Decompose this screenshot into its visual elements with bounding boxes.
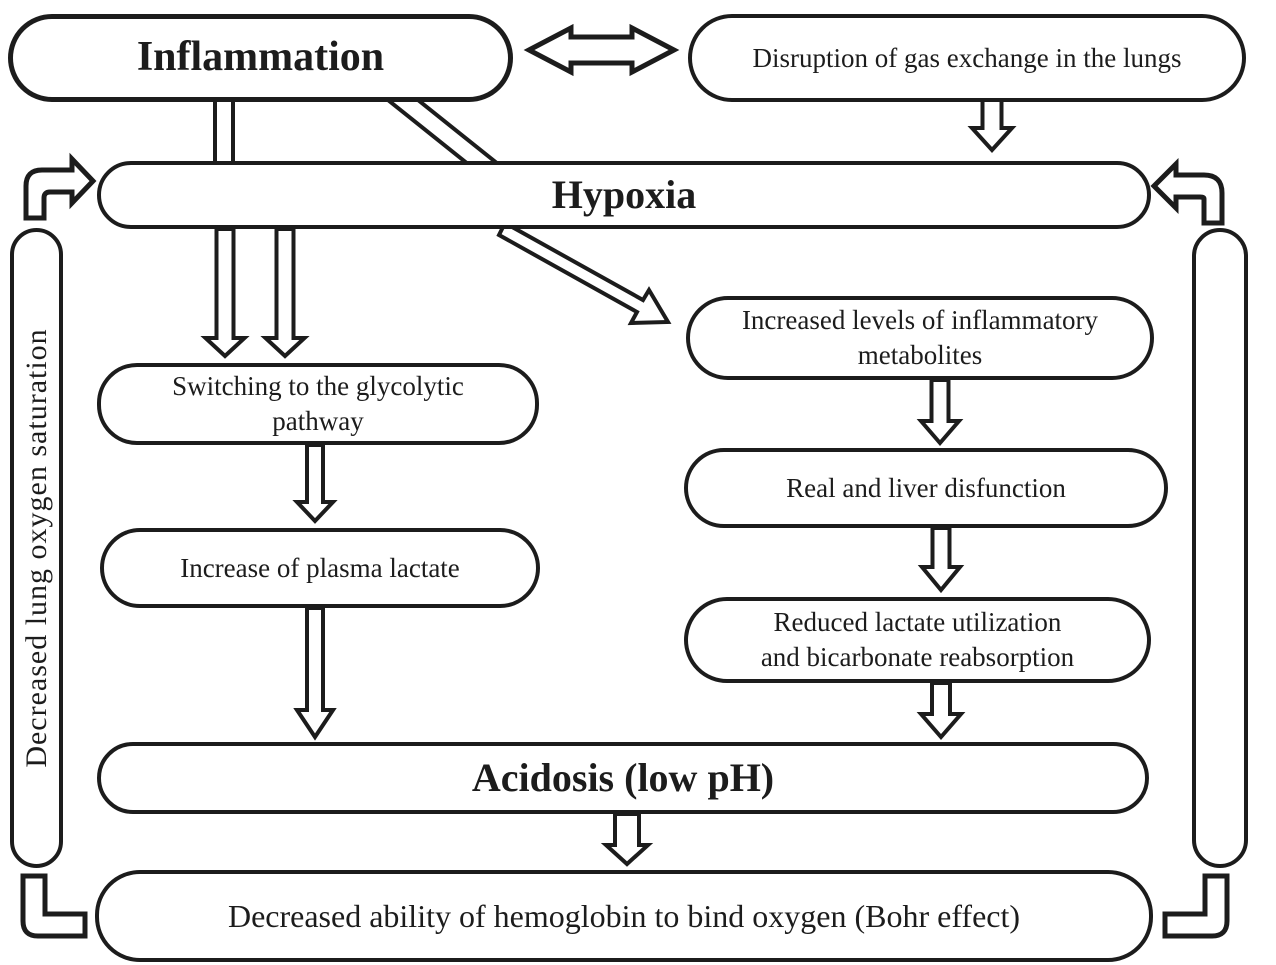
arrow-hypoxia-to-switching-2 bbox=[266, 229, 305, 356]
node-disruption-label: Disruption of gas exchange in the lungs bbox=[752, 42, 1182, 73]
connector-inflammation-hypoxia bbox=[215, 99, 233, 165]
node-reduced-lactate-label bbox=[761, 605, 1074, 674]
node-bohr bbox=[95, 870, 1153, 962]
node-switching bbox=[97, 363, 539, 445]
node-metabolites-line2: metabolites bbox=[857, 340, 983, 370]
node-switching-line2: pathway bbox=[272, 406, 364, 436]
arrow-plasma-to-acidosis bbox=[297, 608, 333, 737]
double-headed-arrow-icon bbox=[529, 28, 674, 72]
node-lung-saturation bbox=[10, 228, 63, 868]
node-renal-liver-label: Real and liver disfunction bbox=[786, 472, 1066, 503]
node-inflammation bbox=[8, 14, 513, 102]
bent-arrow-left-feedback-icon bbox=[26, 159, 93, 218]
node-lung-saturation-label: Decreased lung oxygen saturation bbox=[19, 328, 53, 768]
vertical-label-wrap bbox=[14, 232, 59, 864]
arrow-reduced-to-acidosis bbox=[921, 683, 961, 737]
node-reduced-lactate bbox=[684, 597, 1151, 683]
node-acidosis bbox=[97, 742, 1149, 814]
node-plasma-lactate bbox=[100, 528, 540, 608]
node-switching-line1: Switching to the glycolytic bbox=[172, 371, 464, 402]
node-reduced-lactate-line2: and bicarbonate reabsorption bbox=[760, 642, 1075, 672]
node-renal-liver bbox=[684, 448, 1168, 528]
node-metabolites bbox=[686, 296, 1154, 380]
arrow-hypoxia-to-switching-1 bbox=[206, 229, 245, 356]
node-hypoxia-label: Hypoxia bbox=[551, 172, 697, 218]
node-feedback-loop-right bbox=[1192, 228, 1248, 868]
arrow-renal-to-reduced bbox=[922, 528, 960, 590]
node-hypoxia bbox=[97, 161, 1151, 229]
node-metabolites-label bbox=[742, 303, 1098, 372]
arrow-hypoxia-to-metabolites bbox=[499, 223, 668, 323]
node-bohr-label: Decreased ability of hemoglobin to bind oxygen (Bohr effect) bbox=[227, 897, 1021, 934]
elbow-connector-left-icon bbox=[23, 876, 85, 936]
node-plasma-lactate-label: Increase of plasma lactate bbox=[180, 552, 460, 583]
arrow-acidosis-to-bohr bbox=[606, 814, 648, 864]
elbow-connector-right-icon bbox=[1165, 876, 1227, 936]
arrow-metabolites-to-renal bbox=[921, 380, 959, 443]
arrow-switching-to-plasma bbox=[297, 445, 333, 521]
node-acidosis-label: Acidosis (low pH) bbox=[471, 755, 775, 801]
node-metabolites-line1: Increased levels of inflammatory bbox=[741, 305, 1099, 336]
node-inflammation-label: Inflammation bbox=[136, 34, 385, 81]
node-disruption bbox=[688, 14, 1246, 102]
arrow-disruption-to-hypoxia bbox=[972, 98, 1012, 150]
connector-inflammation-hypoxia-diagonal bbox=[388, 100, 498, 164]
node-reduced-lactate-line1: Reduced lactate utilization bbox=[773, 607, 1062, 638]
bent-arrow-right-feedback-icon bbox=[1154, 164, 1222, 223]
node-switching-label bbox=[172, 369, 464, 438]
